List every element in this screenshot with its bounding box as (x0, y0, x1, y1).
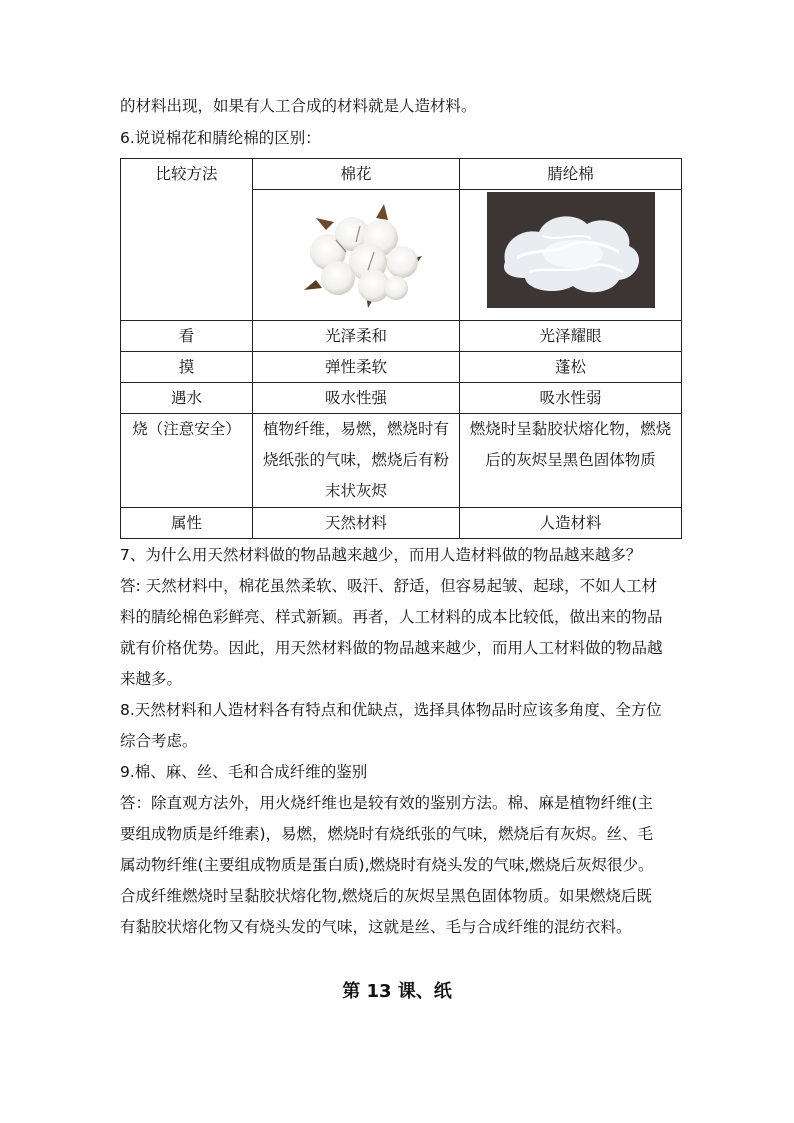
row-water-method: 遇水 (121, 383, 253, 414)
header-cotton: 棉花 (253, 159, 460, 190)
table-row (121, 508, 682, 539)
row-touch-acrylic: 蓬松 (460, 352, 682, 383)
row-burn-acrylic-line: 后的灰烬呈黑色固体物质 (485, 451, 656, 469)
row-burn-cotton-line: 末状灰烬 (324, 482, 387, 500)
table-row (121, 414, 682, 508)
lesson-title: 第 13 课、纸 (342, 981, 452, 1002)
table-row (121, 383, 682, 414)
row-burn-acrylic-line: 燃烧时呈黏胶状熔化物，燃烧 (469, 420, 672, 438)
q7-answer-line: 答: 天然材料中，棉花虽然柔软、吸汗、舒适，但容易起皱、起球，不如人工材 (120, 577, 658, 595)
row-burn-cotton (253, 414, 460, 508)
q9-answer-line: 合成纤维燃烧时呈黏胶状熔化物,燃烧后的灰烬呈黑色固体物质。如果燃烧后既 (120, 887, 652, 905)
acrylic-image-cell (460, 190, 682, 321)
q9-title: 9.棉、麻、丝、毛和合成纤维的鉴别 (120, 763, 368, 781)
row-touch-cotton: 弹性柔软 (253, 352, 460, 383)
q8-line: 8.天然材料和人造材料各有特点和优缺点，选择具体物品时应该多角度、全方位 (120, 701, 662, 719)
row-burn-cotton-line: 烧纸张的气味，燃烧后有粉 (262, 451, 449, 469)
row-burn-method: 烧（注意安全） (121, 414, 253, 508)
header-acrylic: 腈纶棉 (460, 159, 682, 190)
row-look-cotton: 光泽柔和 (253, 321, 460, 352)
row-property-acrylic: 人造材料 (460, 508, 682, 539)
row-look-method: 看 (121, 321, 253, 352)
row-property-cotton: 天然材料 (253, 508, 460, 539)
q9-answer-line: 答：除直观方法外，用火烧纤维也是较有效的鉴别方法。棉、麻是植物纤维(主 (120, 794, 654, 812)
row-burn-acrylic (460, 414, 682, 508)
table-row (121, 321, 682, 352)
row-burn-cotton-line: 植物纤维，易燃，燃烧时有 (262, 420, 449, 438)
header-method: 比较方法 (121, 159, 253, 321)
q7-answer-line: 料的腈纶棉色彩鲜亮、样式新颖。再者，人工材料的成本比较低，做出来的物品 (120, 608, 663, 626)
acrylic-fiber-image (487, 192, 655, 308)
row-property-method: 属性 (121, 508, 253, 539)
q8-line: 综合考虑。 (120, 732, 198, 750)
q7-answer-line: 就有价格优势。因此，用天然材料做的物品越来越少，而用人工材料做的物品越 (120, 639, 663, 657)
q9-answer-line: 要组成物质是纤维素)，易燃，燃烧时有烧纸张的气味，燃烧后有灰烬。丝、毛 (120, 825, 654, 843)
row-touch-method: 摸 (121, 352, 253, 383)
comparison-table (120, 158, 682, 539)
intro-line: 的材料出现，如果有人工合成的材料就是人造材料。 (120, 97, 477, 115)
cotton-image-cell (253, 190, 460, 321)
q7-question: 7、为什么用天然材料做的物品越来越少，而用人造材料做的物品越来越多？ (120, 546, 642, 564)
q6-title: 6.说说棉花和腈纶棉的区别： (120, 129, 321, 147)
table-row (121, 352, 682, 383)
cotton-boll-image (256, 190, 456, 310)
q9-answer-line: 有黏胶状熔化物又有烧头发的气味，这就是丝、毛与合成纤维的混纺衣料。 (120, 918, 632, 936)
q9-answer-line: 属动物纤维(主要组成物质是蛋白质),燃烧时有烧头发的气味,燃烧后灰烬很少。 (120, 856, 654, 874)
q7-answer-line: 来越多。 (120, 670, 183, 688)
row-water-acrylic: 吸水性弱 (460, 383, 682, 414)
row-look-acrylic: 光泽耀眼 (460, 321, 682, 352)
row-water-cotton: 吸水性强 (253, 383, 460, 414)
